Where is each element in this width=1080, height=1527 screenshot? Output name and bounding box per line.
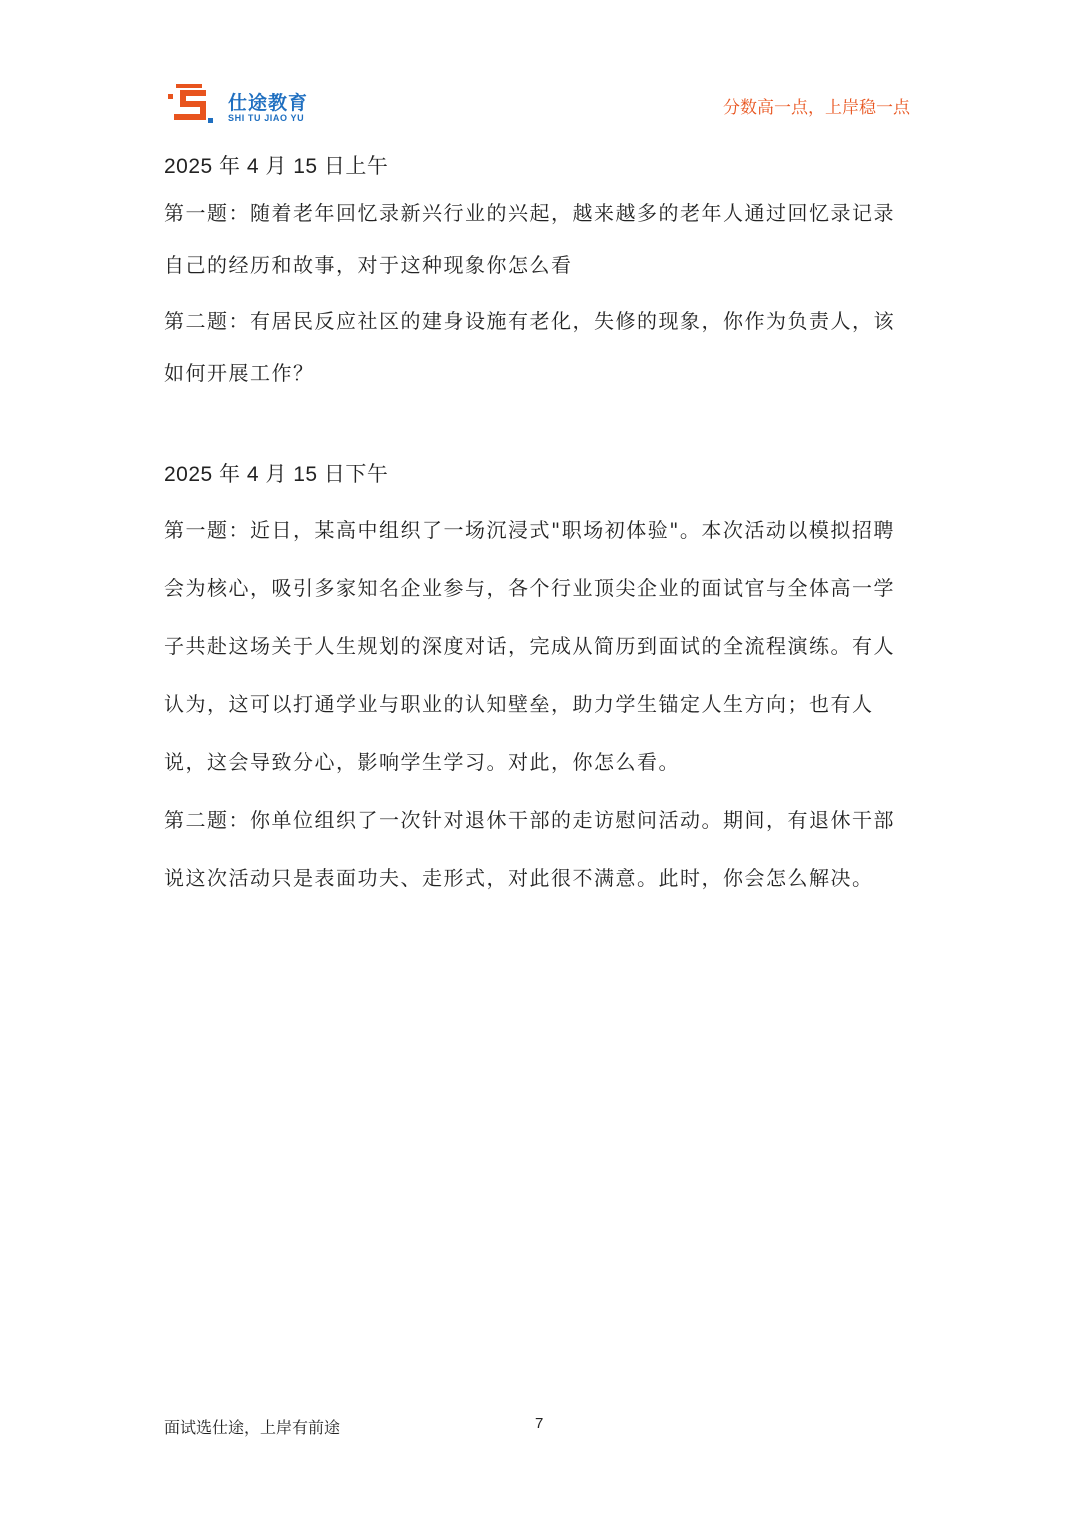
shitu-logo-icon <box>166 80 216 126</box>
brand-logo <box>166 80 326 128</box>
morning-question-1: 第一题：随着老年回忆录新兴行业的兴起，越来越多的老年人通过回忆录记录自己的经历和故事，对于这种现象你怎么看 <box>164 201 895 277</box>
section-spacer <box>164 399 916 455</box>
logo-english-text: SHI TU JIAO YU <box>228 113 305 123</box>
afternoon-date-heading: 2025 年 4 月 15 日下午 <box>164 463 389 486</box>
morning-date-heading: 2025 年 4 月 15 日上午 <box>164 155 389 178</box>
afternoon-question-2: 第二题：你单位组织了一次针对退休干部的走访慰问活动。期间，有退休干部说这次活动只是表面功夫、走形式，对此很不满意。此时，你会怎么解决。 <box>164 808 895 890</box>
page-header <box>0 0 1080 140</box>
logo-chinese-text: 仕途教育 <box>228 92 309 114</box>
footer-tagline: 面试选仕途，上岸有前途 <box>164 1418 341 1437</box>
page-content <box>164 147 916 907</box>
page-number: 7 <box>535 1415 544 1432</box>
morning-question-2: 第二题：有居民反应社区的建身设施有老化，失修的现象，你作为负责人，该如何开展工作？ <box>164 309 895 385</box>
header-slogan: 分数高一点，上岸稳一点 <box>723 98 910 118</box>
afternoon-question-1: 第一题：近日，某高中组织了一场沉浸式"职场初体验"。本次活动以模拟招聘会为核心，吸引多家知名企业参与，各个行业顶尖企业的面试官与全体高一学子共赴这场关于人生规划的深度对话，完成从简历到面试的全流程演练。有人认为，这可以打通学业与职业的认知壁垒，助力学生锚定人生方向；也有人说，这会导致分心，影响学生学习。对此，你怎么看。 <box>164 518 895 774</box>
